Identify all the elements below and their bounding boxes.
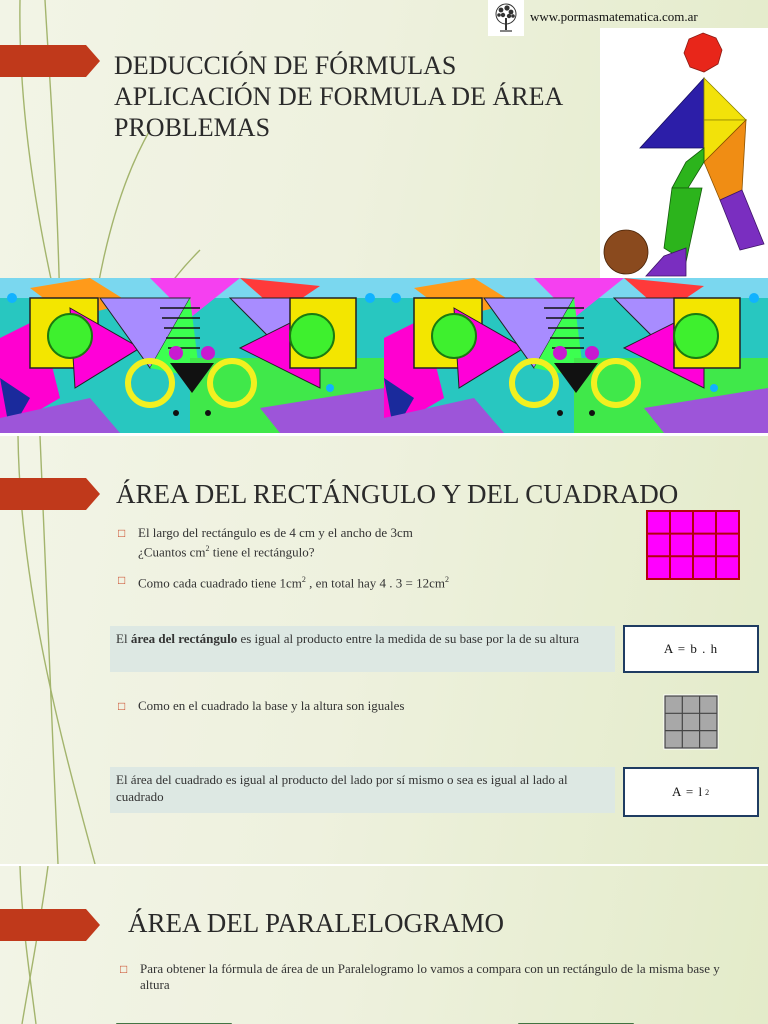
section-heading: ÁREA DEL RECTÁNGULO Y DEL CUADRADO [116,479,679,509]
bullet-marker-icon: □ [118,699,126,713]
bullet-item [118,698,405,714]
gray-grid-3x3-image [663,694,719,755]
slide-parallelogram [0,866,768,1024]
green-parallelogram-partial-image [518,1017,634,1024]
definition-rectangle-band: El área del rectángulo es igual al producto entre la medida de su base por la de su altura [110,626,615,672]
decorative-lines [0,866,768,1024]
bullet-marker-icon: □ [118,526,126,540]
formula-box-square: A = l 2 [623,767,759,817]
bullet-text: Para obtener la fórmula de área de un Paralelogramo lo vamos a compara con un rectángulo de la misma base y altura [140,961,720,992]
tangram-figure-image [600,28,768,278]
bold-term: área del rectángulo [130,631,238,646]
decorative-geometric-banner [0,278,768,433]
magenta-grid-4x3-image [646,510,740,585]
slide-rectangle-square [0,436,768,864]
slide-title-text [114,50,614,143]
bullet-item [118,572,449,591]
bullet-marker-icon: □ [118,573,126,587]
heading-ribbon [0,909,100,941]
bullet-text: Como cada cuadrado tiene $1cm^2$ , en total hay 4 . $3 = 12cm^2$ [138,575,449,591]
heading-ribbon [0,478,100,510]
bullet-text: Como en el cuadrado la base y la altura son iguales [138,698,405,713]
tree-logo-icon [488,0,524,36]
title-ribbon [0,45,100,77]
slide-title [0,0,768,433]
site-url: www.pormasmatematica.com.ar [530,9,698,24]
definition-square-band: El área del cuadrado es igual al producto del lado por sí mismo o sea es igual al lado al cuadrado [110,767,615,813]
bullet-marker-icon: □ [120,962,128,976]
section-heading: ÁREA DEL PARALELOGRAMO [128,908,505,938]
title-line-2: APLICACIÓN DE FORMULA DE ÁREA [114,82,564,111]
formula-box-rectangle: A = b . h [623,625,759,673]
title-line-1: DEDUCCIÓN DE FÓRMULAS [114,51,457,80]
bullet-item [120,961,720,993]
bullet-text-line-2: ¿Cuantos $cm^2$ tiene el rectángulo? [138,544,315,560]
green-rectangle-partial-image [116,1017,232,1024]
title-line-3: PROBLEMAS [114,113,271,142]
bullet-text-line-1: El largo del rectángulo es de 4 cm y el ancho de 3cm [138,525,413,540]
bullet-item [118,525,413,560]
